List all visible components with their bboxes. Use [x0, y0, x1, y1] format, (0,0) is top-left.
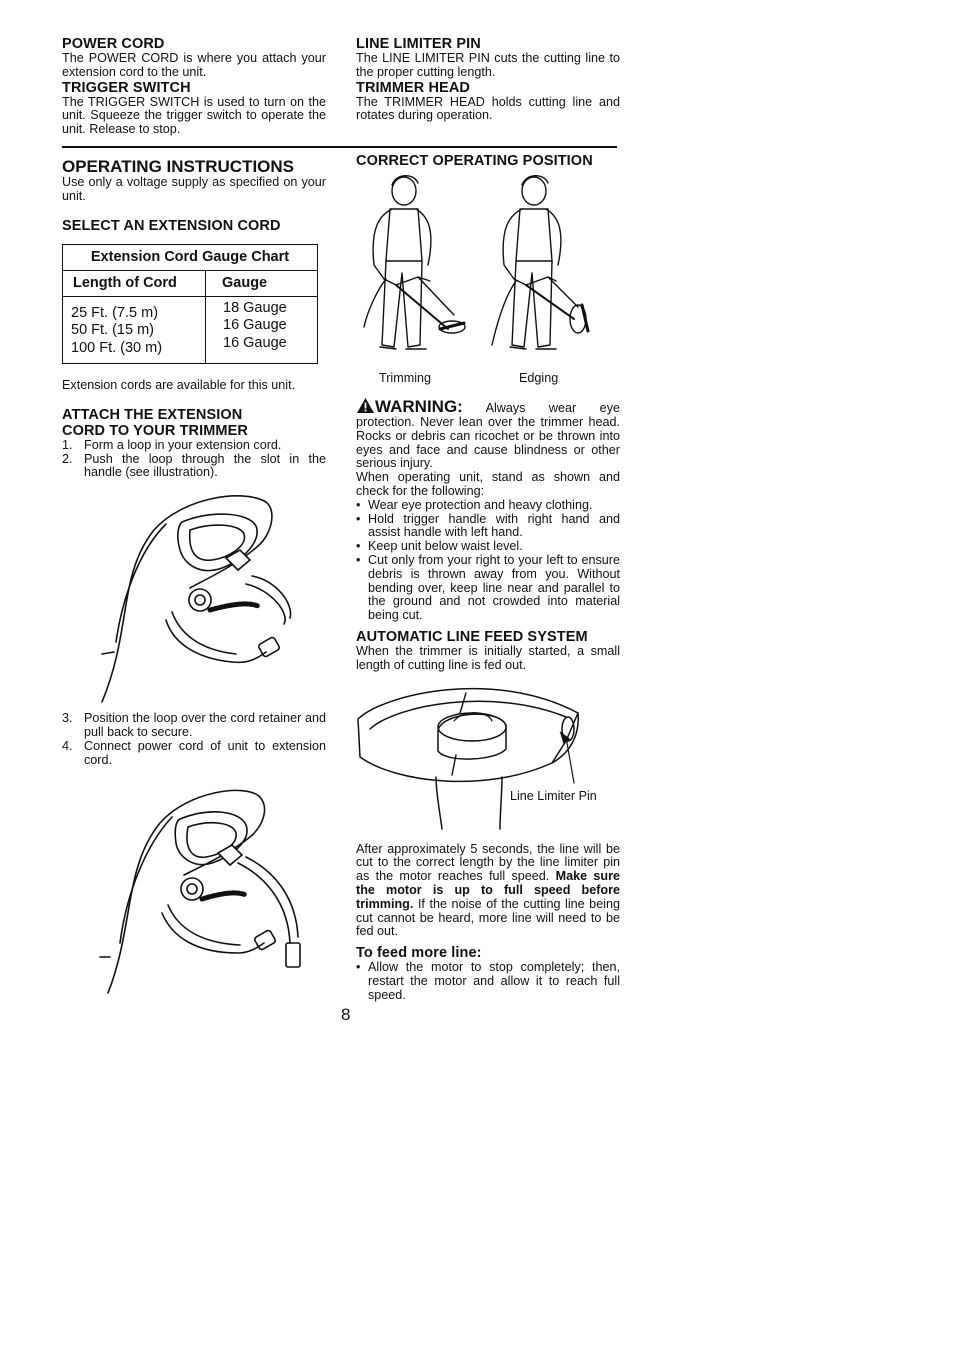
line-limiter-pin-heading: LINE LIMITER PIN [356, 36, 481, 52]
full-speed-note: Make sure the motor is up to full speed before trimming. [356, 869, 620, 911]
line-limiter-pin-label: Line Limiter Pin [510, 788, 597, 803]
operating-position-heading: CORRECT OPERATING POSITION [356, 153, 593, 170]
trimming-caption: Trimming [379, 371, 432, 386]
line-feed-text: When the trimmer is initially started, a small length of cutting line is fed out. [356, 643, 620, 672]
trigger-switch-heading: TRIGGER SWITCH [62, 79, 191, 96]
page-number: 8 [341, 1005, 351, 1024]
operating-checklist [356, 499, 620, 623]
gauge-chart-title: Extension Cord Gauge Chart [63, 244, 318, 270]
right-column [356, 36, 620, 1003]
length-cell: 50 Ft. (15 m) [71, 322, 154, 339]
length-cell: 25 Ft. (7.5 m) [71, 304, 159, 321]
gauge-cell: 16 Gauge [223, 317, 287, 334]
warning-text: Always wear eye protection. Never lean over the trimmer head. Rocks or debris can ricochet or be thrown into eyes and face and cause blindness or other serious injury. [356, 401, 620, 471]
gauge-chart-table [62, 244, 318, 365]
edging-caption: Edging [519, 371, 559, 386]
gauge-column-header: Gauge [206, 270, 318, 296]
cords-available-text: Extension cords are available for this unit. [62, 378, 296, 393]
feed-more-list [356, 961, 620, 1002]
list-item: • Hold trigger handle with right hand and assist handle with left hand. [356, 511, 620, 540]
warning-triangle-icon [356, 397, 375, 414]
line-feed-heading: AUTOMATIC LINE FEED SYSTEM [356, 628, 588, 645]
list-item: • Cut only from your right to your left to ensure debris is thrown away from you. Without bending over, keep line near and parallel to the ground and not crowded into material being cut. [356, 552, 620, 623]
trimmer-head-text: The TRIMMER HEAD holds cutting line and rotates during operation. [356, 94, 620, 123]
list-item: • Allow the motor to stop completely; then, restart the motor and allow it to reach full speed. [356, 960, 620, 1002]
after-start-paragraph: After approximately 5 seconds, the line will be cut to the correct length by the line limiter pin as the motor reaches full speed. Make sure the motor is up to full speed before trimming. If the noise of the cutting line being cut cannot be heard, more line will need to be fed out. [356, 841, 620, 939]
trimmer-head-illustration [356, 673, 620, 833]
cord-connect-illustration [62, 767, 326, 999]
length-column-header: Length of Cord [63, 270, 206, 296]
line-feed-figure [356, 673, 620, 833]
trimmer-head-heading: TRIMMER HEAD [356, 79, 470, 96]
cord-loop-illustration [62, 480, 326, 712]
table-row [63, 296, 318, 364]
length-cell: 100 Ft. (30 m) [71, 339, 163, 356]
list-item: • Wear eye protection and heavy clothing. [356, 497, 593, 512]
list-item: • Keep unit below waist level. [356, 539, 523, 554]
power-cord-heading: POWER CORD [62, 36, 165, 52]
left-column [62, 36, 326, 999]
warning-title: WARNING: [375, 397, 463, 417]
stand-text: When operating unit, stand as shown and check for the following: [356, 470, 620, 498]
voltage-text: Use only a voltage supply as specified on your unit. [62, 174, 326, 203]
list-item: 1. Form a loop in your extension cord. [62, 437, 282, 452]
operating-position-illustration [356, 169, 620, 375]
list-item: 4. Connect power cord of unit to extension cord. [62, 738, 326, 767]
trigger-switch-text: The TRIGGER SWITCH is used to turn on the unit. Squeeze the trigger switch to operate the unit. Release to stop. [62, 94, 326, 137]
attach-steps-list [62, 439, 326, 480]
warning-paragraph [356, 397, 620, 471]
list-item: 2. Push the loop through the slot in the handle (see illustration). [62, 451, 326, 480]
attach-heading-line-1: ATTACH THE EXTENSION [62, 406, 243, 423]
select-extension-cord-heading: SELECT AN EXTENSION CORD [62, 217, 281, 234]
secure-steps-list [62, 712, 326, 767]
power-cord-text: The POWER CORD is where you attach your extension cord to the unit. [62, 51, 326, 79]
line-limiter-pin-text: The LINE LIMITER PIN cuts the cutting line to the proper cutting length. [356, 51, 620, 79]
operating-instructions-heading: OPERATING INSTRUCTIONS [62, 156, 295, 176]
attach-heading-line-2: CORD TO YOUR TRIMMER [62, 422, 248, 439]
gauge-cell: 18 Gauge [223, 299, 287, 316]
feed-more-line-heading: To feed more line: [356, 945, 482, 962]
list-item: 3. Position the loop over the cord retainer and pull back to secure. [62, 711, 326, 740]
gauge-cell: 16 Gauge [223, 334, 287, 351]
